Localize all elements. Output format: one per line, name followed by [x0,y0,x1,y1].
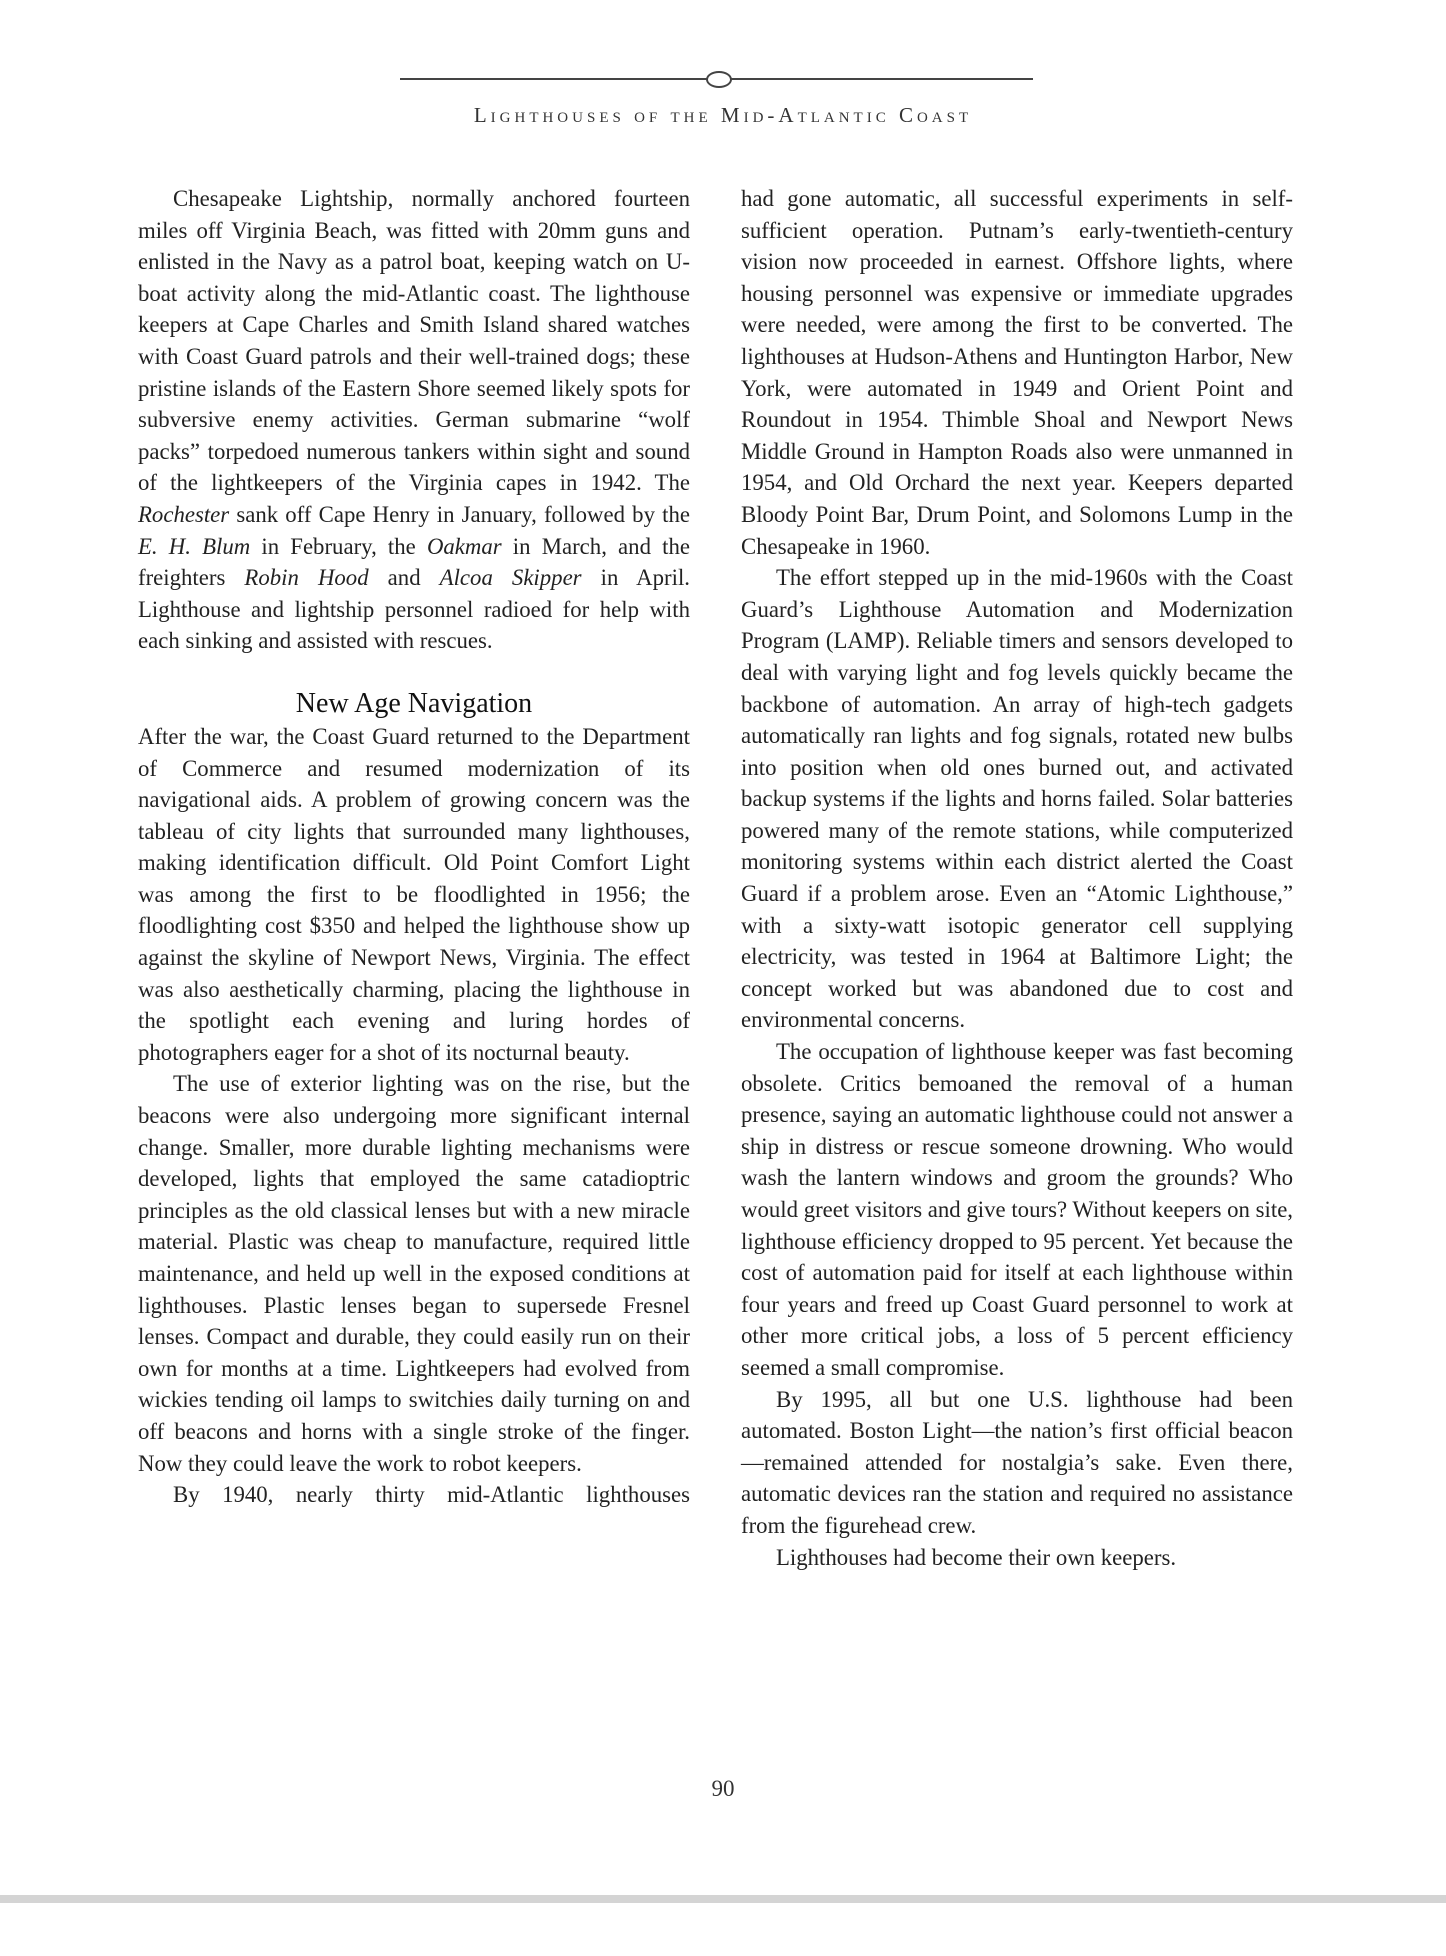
text-run: Chesapeake Lightship, normally anchored fourteen miles off Virginia Beach, was fitted with 20mm guns and enlisted in the Navy as a patrol boat, keeping watch on U-boat activity along the mid-Atlantic coast. The lighthouse keepers at Cape Charles and Smith Island shared watches with Coast Guard patrols and their well-trained dogs; these pristine islands of the Eastern Shore seemed likely spots for subversive enemy activities. German submarine “wolf packs” torpedoed numerous tankers within sight and sound of the lightkeepers of the Virginia capes in 1942. The [138,186,690,496]
paragraph [138,183,690,657]
ship-name: E. H. Blum [138,533,251,559]
section-heading: New Age Navigation [295,687,533,719]
text-run: and [368,565,440,591]
paragraph: The use of exterior lighting was on the rise, but the beacons were also undergoing more significant internal change. Smaller, more durable lighting mechanisms were developed, lights that employed the same catadioptric principles as the old classical lenses but with a new miracle material. Plastic was cheap to manufacture, required little maintenance, and held up well in the exposed conditions at lighthouses. Plastic lenses began to supersede Fresnel lenses. Compact and durable, they could easily run on their own for months at a time. Lightkeepers had evolved from wickies tending oil lamps to switchies daily turning on and off beacons and horns with a single stroke of the finger. Now they could leave the work to robot keepers. [138,1071,690,1476]
ship-name: Rochester [138,501,230,527]
paragraph: After the war, the Coast Guard returned to the Department of Commerce and resumed modernization of its navigational aids. A problem of growing concern was the tableau of city lights that surrounded many lighthouses, making identification difficult. Old Point Comfort Light was among the first to be floodlighted in 1956; the floodlighting cost $350 and helped the lighthouse show up against the skyline of Newport News, Virginia. The effect was also aesthetically charming, placing the lighthouse in the spotlight each evening and luring hordes of photographers eager for a shot of its nocturnal beauty. [138,723,690,1065]
page-number: 90 [711,1776,735,1801]
paragraph-continuation: had gone automatic, all successful experiments in self-sufficient operation. Putnam’s early-twentieth-century vision now proceeded in earnest. Offshore lights, where housing personnel was expensive or immediate upgrades were needed, were among the first to be converted. The lighthouses at Hudson-Athens and Huntington Harbor, New York, were automated in 1949 and Orient Point and Roundout in 1954. Thimble Shoal and Newport News Middle Ground in Hampton Roads also were unmanned in 1954, and Old Orchard the next year. Keepers departed Bloody Point Bar, Drum Point, and Solomons Lump in the Chesapeake in 1960. [741,186,1293,559]
running-head: Lighthouses of the Mid-Atlantic Coast [473,103,973,127]
paragraph: By 1995, all but one U.S. lighthouse had been automated. Boston Light—the nation’s first official beacon—remained attended for nostalgia’s sake. Even there, automatic devices ran the station and required no assistance from the figurehead crew. [741,1386,1293,1538]
paragraph: The occupation of lighthouse keeper was fast becoming obsolete. Critics bemoaned the removal of a human presence, saying an automatic lighthouse could not answer a ship in distress or rescue someone drowning. Who would wash the lantern windows and groom the grounds? Who would greet visitors and give tours? Without keepers on site, lighthouse efficiency dropped to 95 percent. Yet because the cost of automation paid for itself at each lighthouse within four years and freed up Coast Guard personnel to work at other more critical jobs, a loss of 5 percent efficiency seemed a small compromise. [741,1039,1294,1380]
viewer-bottom-bar [0,1895,1446,1903]
closing-line: Lighthouses had become their own keepers. [776,1544,1177,1570]
left-column [138,183,690,1511]
ship-name: Oakmar [426,533,502,559]
text-run: in April. Lighthouse and lightship personnel radioed for help with each sinking and assisted with rescues. [138,565,690,654]
text-run: sank off Cape Henry in January, followed by the [229,501,690,527]
ship-name: Robin Hood [244,565,369,591]
header-ornament-icon [706,71,732,88]
text-run: in March, and the freighters [138,533,690,591]
right-column [741,183,1293,1573]
paragraph-continued: By 1940, nearly thirty mid-Atlantic lighthouses [173,1482,690,1508]
ship-name: Alcoa Skipper [439,565,582,591]
paragraph: The effort stepped up in the mid-1960s with the Coast Guard’s Lighthouse Automation and Modernization Program (LAMP). Reliable timers and sensors developed to deal with varying light and fog levels quickly became the backbone of automation. An array of high-tech gadgets automatically ran lights and fog signals, rotated new bulbs into position when old ones burned out, and activated backup systems if the lights and horns failed. Solar batteries powered many of the remote stations, while computerized monitoring systems within each district alerted the Coast Guard if a problem arose. Even an “Atomic Lighthouse,” with a sixty-watt isotopic generator cell supplying electricity, was tested in 1964 at Baltimore Light; the concept worked but was abandoned due to cost and environmental concerns. [741,565,1293,1033]
text-run: in February, the [250,533,427,559]
